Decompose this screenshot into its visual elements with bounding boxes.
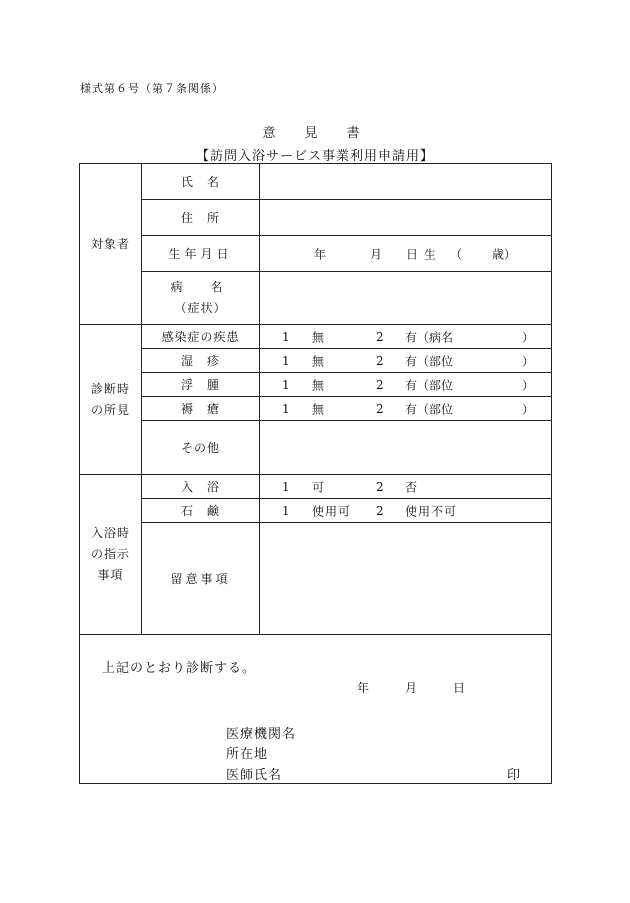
birth-day-unit: 日生: [406, 247, 443, 261]
option-soap-allowed[interactable]: 使用可: [312, 504, 352, 518]
disease-label-line2: （症状）: [174, 301, 227, 315]
bathing-header-line1: 入浴時: [90, 526, 130, 540]
bathing-header-line2: の指示: [90, 547, 130, 561]
option-number: 2: [376, 503, 384, 518]
notes-label: 留意事項: [142, 523, 260, 635]
age-unit: 歳）: [492, 247, 517, 261]
close-paren: ）: [522, 402, 535, 416]
option-none[interactable]: 無: [312, 330, 325, 344]
findings-header-line1: 診断時: [90, 381, 130, 396]
option-allowed[interactable]: 可: [312, 480, 325, 494]
disease-label: [142, 272, 260, 325]
infection-options[interactable]: [260, 325, 552, 349]
option-number: 2: [376, 377, 384, 392]
option-number: 1: [282, 329, 290, 344]
edema-options[interactable]: [260, 373, 552, 397]
name-field[interactable]: [260, 164, 552, 200]
close-paren: ）: [522, 330, 535, 344]
option-denied[interactable]: 否: [405, 480, 418, 494]
birth-month-unit: 月: [370, 247, 383, 261]
bathing-options[interactable]: [260, 475, 552, 499]
form-number: 様式第６号（第７条関係）: [80, 82, 224, 95]
option-present[interactable]: 有（部位: [405, 402, 454, 416]
institution-label: 医療機関名: [226, 727, 297, 742]
option-number: 1: [282, 353, 290, 368]
eczema-label: 湿 疹: [142, 349, 260, 373]
close-paren: ）: [522, 378, 535, 392]
disease-label-line1: 病 名: [170, 280, 231, 294]
certification-cell: [80, 635, 552, 784]
option-present[interactable]: 有（病名: [405, 330, 454, 344]
option-none[interactable]: 無: [312, 402, 325, 416]
name-label: 氏 名: [142, 164, 260, 200]
subject-section-header: [80, 164, 142, 325]
age-open-paren: （: [450, 247, 463, 261]
document-subtitle: 【訪問入浴サービス事業利用申請用】: [195, 149, 434, 164]
disease-field[interactable]: [260, 272, 552, 325]
other-findings-label: その他: [142, 421, 260, 475]
other-findings-field[interactable]: [260, 421, 552, 475]
soap-options[interactable]: [260, 499, 552, 523]
option-soap-not-allowed[interactable]: 使用不可: [405, 504, 458, 518]
bedsore-options[interactable]: [260, 397, 552, 421]
option-number: 1: [282, 401, 290, 416]
infection-label: 感染症の疾患: [142, 325, 260, 349]
bathing-label: 入 浴: [142, 475, 260, 499]
eczema-options[interactable]: [260, 349, 552, 373]
doctor-name-label: 医師氏名: [226, 768, 283, 783]
diagnosis-statement: 上記のとおり診断する。: [102, 661, 257, 676]
birth-year-unit: 年: [314, 247, 327, 261]
option-present[interactable]: 有（部位: [405, 354, 454, 368]
bathing-header-line3: 事項: [97, 568, 124, 582]
edema-label: 浮 腫: [142, 373, 260, 397]
option-present[interactable]: 有（部位: [405, 378, 454, 392]
option-number: 1: [282, 479, 290, 494]
address-label: 住 所: [142, 200, 260, 236]
opinion-form-table: [79, 163, 552, 784]
option-number: 2: [376, 353, 384, 368]
option-number: 2: [376, 329, 384, 344]
bedsore-label: 褥 瘡: [142, 397, 260, 421]
document-title: 意 見 書: [262, 126, 368, 141]
close-paren: ）: [522, 354, 535, 368]
soap-label: 石 鹸: [142, 499, 260, 523]
option-number: 2: [376, 401, 384, 416]
seal-mark: 印: [507, 768, 522, 783]
findings-header-line2: の所見: [90, 402, 130, 417]
option-number: 2: [376, 479, 384, 494]
subject-header-text: 対象者: [90, 236, 130, 251]
date-month-unit: 月: [405, 681, 419, 695]
findings-section-header: [80, 325, 142, 475]
date-year-unit: 年: [357, 681, 371, 695]
option-number: 1: [282, 377, 290, 392]
birthdate-label: 生年月日: [142, 236, 260, 272]
birthdate-field[interactable]: [260, 236, 552, 272]
option-number: 1: [282, 503, 290, 518]
bathing-section-header: [80, 475, 142, 635]
location-label: 所在地: [226, 747, 269, 762]
notes-field[interactable]: [260, 523, 552, 635]
option-none[interactable]: 無: [312, 354, 325, 368]
option-none[interactable]: 無: [312, 378, 325, 392]
address-field[interactable]: [260, 200, 552, 236]
date-day-unit: 日: [453, 681, 467, 695]
